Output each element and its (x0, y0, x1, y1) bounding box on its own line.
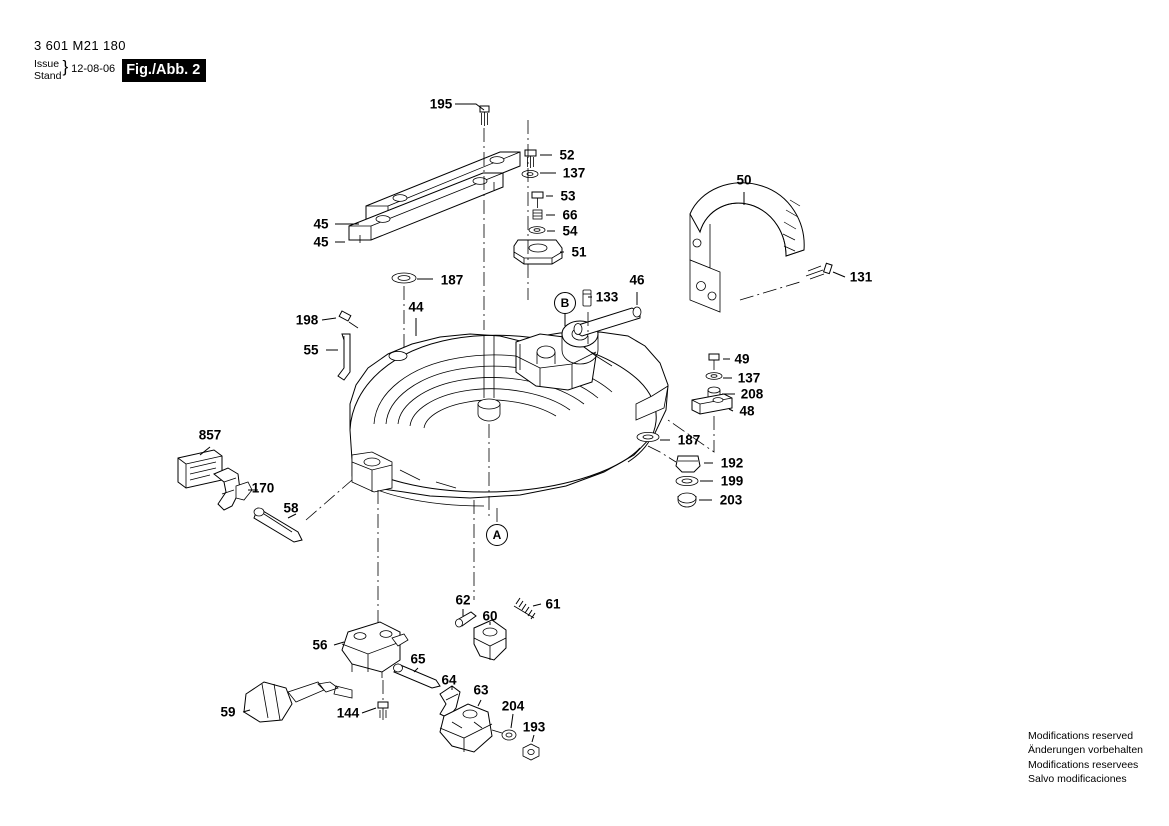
axis-58 (306, 480, 352, 520)
callout-61: 61 (545, 596, 561, 612)
footer-line-de: Änderungen vorbehalten (1027, 744, 1143, 757)
part-65-rod (394, 664, 441, 688)
callout-133: 133 (595, 289, 619, 305)
part-199-washer (676, 476, 698, 485)
callout-137-right: 137 (737, 370, 761, 386)
callout-137-top: 137 (562, 165, 586, 181)
callout-195: 195 (429, 96, 453, 112)
callout-131: 131 (849, 269, 873, 285)
callout-204: 204 (501, 698, 525, 714)
callout-55: 55 (303, 342, 319, 358)
callout-208: 208 (740, 386, 764, 402)
callout-64: 64 (441, 672, 457, 688)
callout-54: 54 (562, 223, 578, 239)
issue-label: Issue (34, 58, 60, 71)
callout-170: 170 (251, 480, 275, 496)
leader-63 (478, 700, 481, 706)
leader-48 (729, 409, 733, 411)
part-187-lower (637, 432, 659, 441)
leader-144 (362, 708, 376, 713)
part-193-nut (523, 744, 539, 760)
part-203-cap (678, 493, 696, 507)
part-45-rail-plates (349, 152, 520, 243)
callout-44: 44 (408, 299, 424, 315)
part-54-washer (529, 227, 545, 234)
group-marker-a: A (486, 524, 508, 546)
issue-date: 12-08-06 (71, 63, 116, 76)
brace-glyph: } (62, 57, 69, 77)
figure-badge: Fig./Abb. 2 (122, 59, 206, 82)
part-195-screw (480, 106, 489, 126)
group-marker-b: B (554, 292, 576, 314)
part-857-label-plate (178, 450, 222, 488)
callout-45-a: 45 (313, 216, 329, 232)
part-66-spacer (533, 210, 542, 219)
part-204-washer (492, 730, 516, 740)
callout-56: 56 (312, 637, 328, 653)
callout-45-b: 45 (313, 234, 329, 250)
callout-63: 63 (473, 682, 489, 698)
part-number: 3 601 M21 180 (34, 38, 126, 53)
callout-198: 198 (295, 312, 319, 328)
part-44-turntable-base (350, 321, 668, 506)
part-48-plate (692, 394, 732, 414)
part-137-washer-right (706, 373, 722, 380)
leader-61 (533, 604, 541, 606)
part-137-washer-top (522, 170, 538, 177)
part-198-screw (339, 311, 358, 328)
part-144-screw (378, 702, 388, 720)
part-50-blade-guard (690, 183, 804, 312)
callout-193: 193 (522, 719, 546, 735)
footer-line-fr: Modifications reservees (1027, 758, 1139, 771)
part-187-upper (392, 273, 416, 283)
part-61-spring (514, 598, 535, 619)
callout-52: 52 (559, 147, 575, 163)
callout-187-lower: 187 (677, 432, 701, 448)
leader-131 (833, 272, 845, 277)
part-170-clamp-lever (214, 468, 252, 510)
footer-line-es: Salvo modificaciones (1027, 772, 1127, 785)
callout-50: 50 (736, 172, 752, 188)
callout-199: 199 (720, 473, 744, 489)
callout-49: 49 (734, 351, 750, 367)
part-49-screw (709, 354, 719, 370)
callout-59: 59 (220, 704, 236, 720)
part-52-screw (525, 150, 536, 168)
part-62-pin (456, 612, 477, 627)
part-131-screw (806, 263, 832, 279)
part-55-clip (338, 334, 350, 380)
leader-204 (511, 714, 513, 728)
callout-53: 53 (560, 188, 576, 204)
part-51-bracket (514, 240, 562, 264)
callout-187-upper: 187 (440, 272, 464, 288)
callout-46: 46 (629, 272, 645, 288)
callout-48: 48 (739, 403, 755, 419)
callout-857: 857 (198, 427, 222, 443)
callout-192: 192 (720, 455, 744, 471)
callout-144: 144 (336, 705, 360, 721)
part-192-knob (676, 456, 700, 472)
callout-58: 58 (283, 500, 299, 516)
axis-192 (648, 446, 676, 462)
axis-131 (740, 282, 800, 300)
callout-51: 51 (571, 244, 587, 260)
stand-label: Stand (34, 70, 62, 83)
footer-line-en: Modifications reserved (1027, 730, 1134, 743)
part-133-pin (583, 290, 591, 306)
leader-193 (532, 735, 534, 742)
callout-60: 60 (482, 608, 498, 624)
callout-62: 62 (455, 592, 471, 608)
part-60-detent-lever (474, 620, 506, 660)
callout-203: 203 (719, 492, 743, 508)
leader-198 (322, 318, 336, 320)
callout-66: 66 (562, 207, 578, 223)
callout-65: 65 (410, 651, 426, 667)
part-53-screw (532, 192, 543, 208)
